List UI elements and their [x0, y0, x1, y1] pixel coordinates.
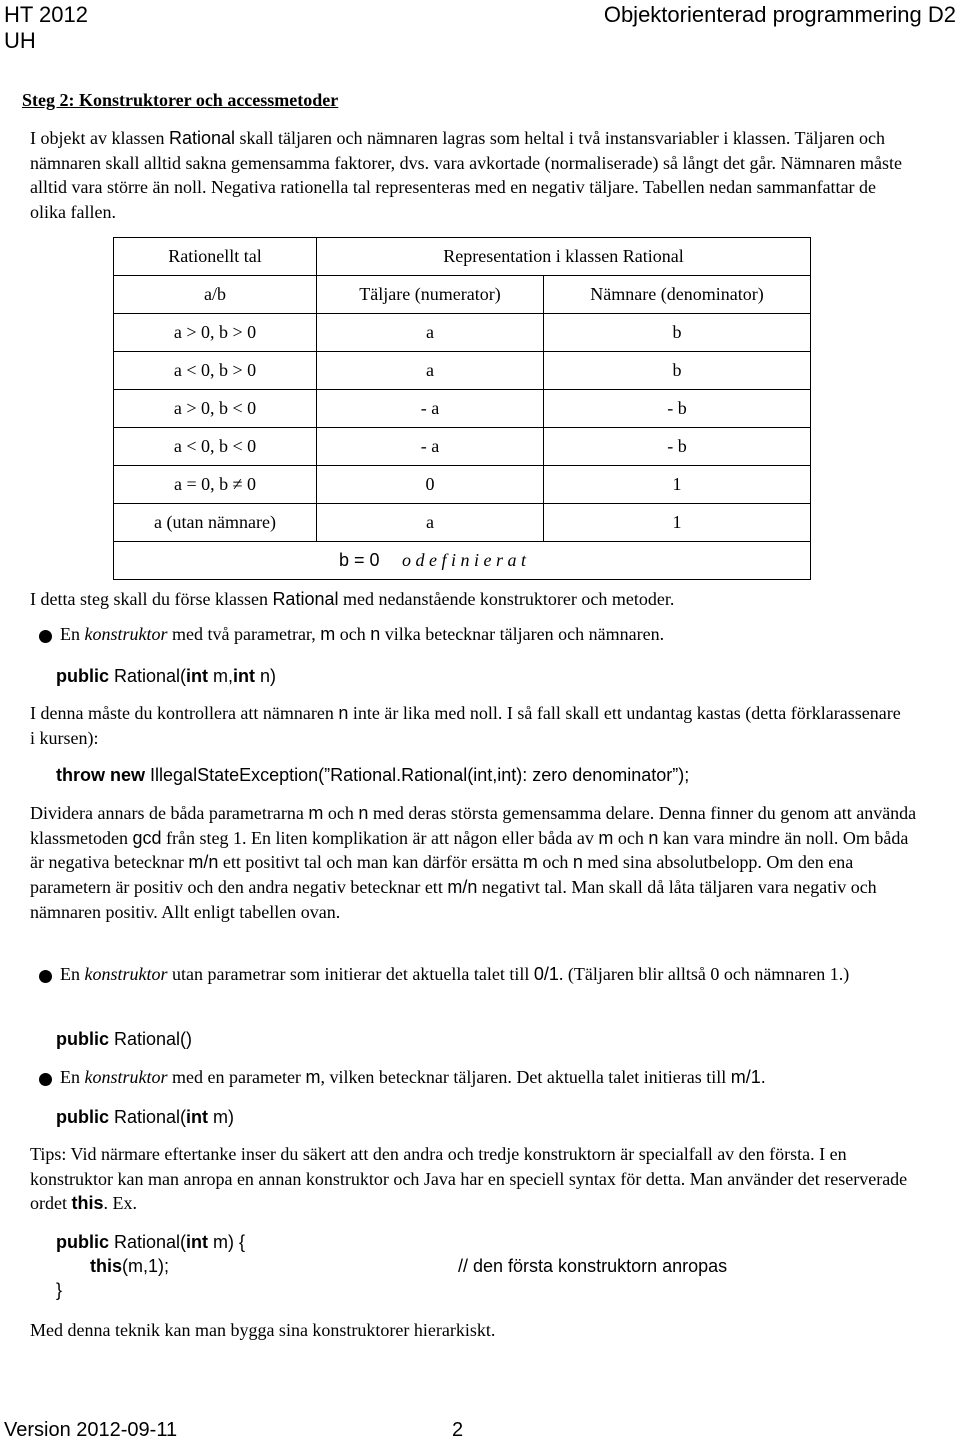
table-cell-denominator: 1 [544, 466, 811, 504]
code-text: Rational( [109, 666, 187, 686]
after-table-text-b: med nedanstående konstruktorer och metoder. [338, 589, 675, 609]
divide-text: från steg 1. En liten komplikation är att någon eller båda av [161, 827, 599, 848]
table-col-ab: a/b [114, 276, 317, 314]
table-cell-numerator: - a [317, 428, 544, 466]
table-header-rationellt-tal: Rationellt tal [114, 238, 317, 276]
bullet3-param-m: m [305, 1067, 321, 1087]
divide-text: Dividera annars de båda parametrarna [30, 803, 309, 823]
table-cell-denominator: b [544, 352, 811, 390]
final-paragraph: Med denna teknik kan man bygga sina konstruktorer hierarkiskt. [30, 1320, 496, 1340]
divide-text: och [323, 803, 359, 823]
code-constructor-chaining [56, 1230, 816, 1302]
bullet-constructor-two-params [60, 622, 664, 647]
table-cell-condition: a = 0, b ≠ 0 [114, 466, 317, 504]
after-table-paragraph [30, 587, 674, 612]
divide-param: m/n [447, 877, 478, 898]
bullet-constructor-one-param [60, 1065, 766, 1090]
header-course-title: Objektorienterad programmering D2 [603, 2, 956, 27]
intro-text-a: I objekt av klassen [30, 128, 169, 148]
table-cell-condition: a (utan nämnare) [114, 504, 317, 542]
table-cell-denominator: - b [544, 428, 811, 466]
divide-paragraph [30, 801, 920, 925]
bullet3-text-c: , vilken betecknar täljaren. Det aktuella talet initieras till [320, 1067, 731, 1087]
code-text: Rational( [109, 1232, 187, 1252]
code-constructor-no-params [56, 1027, 192, 1051]
table-cell-denominator: 1 [544, 504, 811, 542]
undefined-condition: b = 0 [339, 550, 380, 570]
bullet1-param-m: m [320, 624, 336, 644]
table-row [114, 504, 811, 542]
bullet3-text-d: . [760, 1067, 766, 1087]
after-table-class-name: Rational [272, 589, 339, 609]
check-paragraph [30, 701, 910, 750]
divide-text: med deras största gemensamma delare. Denna finner du genom att använda klassmetoden [30, 803, 917, 848]
table-row [114, 428, 811, 466]
code-constructor-one-param [56, 1105, 234, 1129]
header-term: HT 2012 [4, 2, 88, 27]
code-keyword: this [90, 1256, 123, 1276]
code-text: IllegalStateException(”Rational.Rational(int,int): zero denominator”); [145, 765, 690, 785]
table-header-representation: Representation i klassen Rational [317, 238, 811, 276]
bullet3-value: m/1 [730, 1067, 761, 1087]
section-title: Steg 2: Konstruktorer och accessmetoder [22, 90, 339, 110]
check-param-n: n [338, 703, 349, 723]
bullet-icon [39, 970, 52, 983]
tips-text-a: Tips: Vid närmare eftertanke inser du säkert att den andra och tredje konstruktorn är specialfall av den första. I en konstruktor kan man anropa en annan konstruktor och Java har en speciell syntax för detta. Man använder det reserverade ordet [30, 1144, 908, 1214]
bullet-constructor-no-params [60, 962, 920, 987]
divide-param: n [572, 852, 583, 873]
code-call [90, 1254, 169, 1278]
code-text: Rational( [109, 1107, 187, 1127]
table-cell-undefined [114, 542, 811, 580]
code-keyword: public [56, 1232, 109, 1252]
code-line: } [56, 1280, 63, 1300]
table-cell-numerator: a [317, 504, 544, 542]
table-row [114, 466, 811, 504]
table-cell-condition: a > 0, b > 0 [114, 314, 317, 352]
divide-param: m/n [188, 852, 219, 873]
divide-param: m [598, 827, 614, 848]
tips-paragraph [30, 1142, 910, 1216]
code-keyword: int [186, 1107, 209, 1127]
code-keyword: public [56, 1029, 109, 1049]
code-line [56, 1254, 816, 1278]
code-keyword: int [186, 1232, 209, 1252]
table-header-row [114, 238, 811, 276]
bullet1-text-d: vilka betecknar täljaren och nämnaren. [380, 624, 665, 644]
code-text: m, [208, 666, 234, 686]
table-cell-denominator: b [544, 314, 811, 352]
divide-text: kan vara mindre än noll. Om båda är negativa betecknar [30, 827, 909, 873]
table-col-numerator: Täljare (numerator) [317, 276, 544, 314]
table-cell-condition: a > 0, b < 0 [114, 390, 317, 428]
bullet2-text-a: En [60, 964, 85, 984]
bullet1-text-c: och [335, 624, 371, 644]
intro-text-b: skall täljaren och nämnaren lagras som heltal i två instansvariabler i klassen. Täljaren och nämnaren skall alltid sakna gemensamma faktorer, dvs. vara avkortade (normaliserade) så långt det går. Nämnaren måste alltid vara större än noll. Negativa rationella tal representeras med en negativ täljare. Tabellen nedan sammanfattar de olika fallen. [30, 128, 902, 223]
divide-method-gcd: gcd [132, 827, 162, 848]
code-keyword: int [186, 666, 209, 686]
tips-keyword-this: this [71, 1193, 104, 1214]
intro-paragraph [30, 126, 910, 225]
table-row-undefined [114, 542, 811, 580]
representation-table [113, 237, 811, 580]
table-row [114, 314, 811, 352]
divide-param: m [308, 803, 324, 823]
table-cell-condition: a < 0, b < 0 [114, 428, 317, 466]
table-cell-numerator: a [317, 314, 544, 352]
code-text: m) [208, 1107, 235, 1127]
intro-class-name: Rational [168, 128, 236, 148]
divide-param: n [648, 827, 659, 848]
divide-text: och [537, 852, 573, 873]
bullet1-text-b: med två parametrar, [167, 624, 321, 644]
undefined-value: o d e f i n i e r a t [402, 550, 527, 570]
bullet1-param-n: n [370, 624, 381, 644]
table-cell-numerator: 0 [317, 466, 544, 504]
divide-text: negativt tal. Man skall då låta täljaren vara negativ och nämnaren positiv. Allt enligt tabellen ovan. [30, 877, 877, 922]
code-keyword: throw [56, 765, 105, 785]
check-text-b: inte är lika med noll. I så fall skall ett undantag kastas (detta förklarassenare i kursen): [30, 703, 901, 748]
divide-text: och [613, 827, 649, 848]
after-table-text-a: I detta steg skall du förse klassen [30, 589, 273, 609]
code-keyword: public [56, 666, 109, 686]
bullet1-text-a: En [60, 624, 85, 644]
code-text: m) { [208, 1232, 246, 1252]
table-cell-numerator: - a [317, 390, 544, 428]
code-line [56, 1230, 816, 1254]
bullet-icon [39, 1073, 52, 1086]
bullet2-text-c: . (Täljaren blir alltså 0 och nämnaren 1.) [558, 964, 850, 984]
check-text-a: I denna måste du kontrollera att nämnaren [30, 703, 339, 723]
bullet2-text-b: utan parametrar som initierar det aktuella talet till [167, 964, 534, 984]
table-row [114, 352, 811, 390]
table-col-denominator: Nämnare (denominator) [544, 276, 811, 314]
table-cell-condition: a < 0, b > 0 [114, 352, 317, 390]
bullet3-text-b: med en parameter [167, 1067, 306, 1087]
code-text: (m,1); [122, 1256, 170, 1276]
bullet2-term: konstruktor [84, 964, 168, 984]
tips-text-b: . Ex. [103, 1193, 137, 1214]
code-throw-statement [56, 763, 689, 787]
code-comment: // den första konstruktorn anropas [458, 1256, 728, 1276]
bullet-icon [39, 630, 52, 643]
code-keyword: new [110, 765, 146, 785]
divide-param: m [522, 852, 538, 873]
code-constructor-two-params [56, 664, 276, 688]
code-text: Rational() [109, 1029, 193, 1049]
code-keyword: public [56, 1107, 109, 1127]
bullet1-term: konstruktor [84, 624, 168, 644]
bullet3-term: konstruktor [84, 1067, 168, 1087]
code-keyword: int [233, 666, 256, 686]
footer-page-number: 2 [452, 1419, 464, 1441]
divide-param: n [358, 803, 369, 823]
bullet3-text-a: En [60, 1067, 85, 1087]
header-author: UH [4, 28, 36, 53]
table-subheader-row [114, 276, 811, 314]
divide-text: med sina absolutbelopp. Om den ena parametern är positiv och den andra negativ betecknar ett [30, 852, 854, 898]
header-course-term [4, 2, 88, 54]
bullet2-value: 0/1 [533, 964, 559, 984]
footer-version: Version 2012-09-11 [4, 1419, 178, 1441]
table-cell-numerator: a [317, 352, 544, 390]
table-row [114, 390, 811, 428]
code-text: n) [255, 666, 277, 686]
table-cell-denominator: - b [544, 390, 811, 428]
divide-text: ett positivt tal och man kan därför ersätta [218, 852, 523, 873]
